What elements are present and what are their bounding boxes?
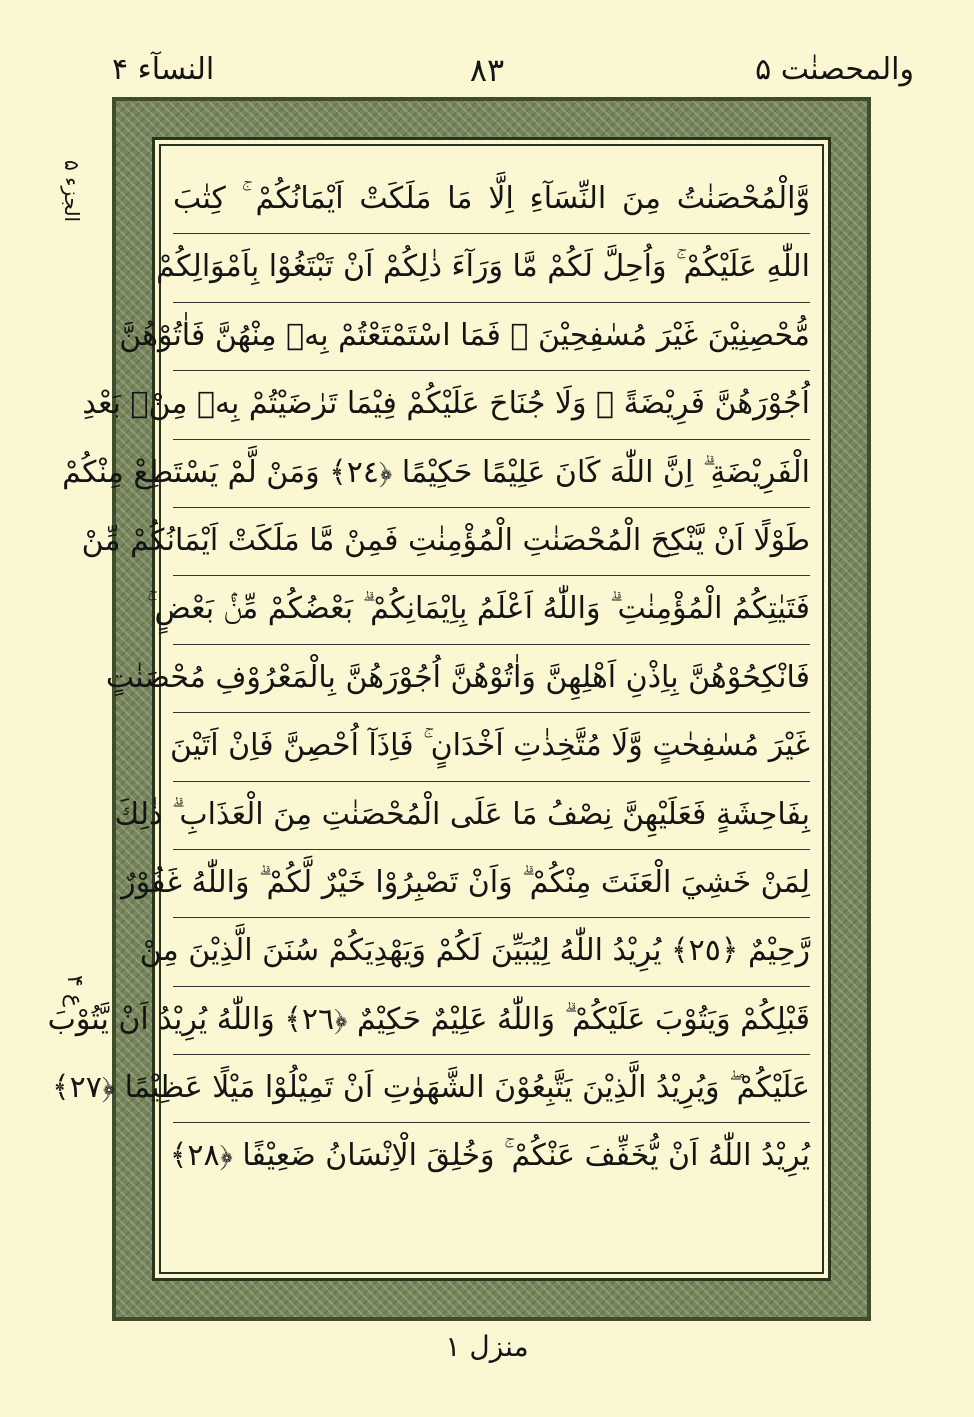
text-line: عَلَيْكُمْ ۖ وَيُرِيْدُ الَّذِيْنَ يَتَّبِعُوْنَ الشَّهَوٰتِ اَنْ تَمِيْلُوْا مَيْلًا عَظِيْمًا ﴿٢٧﴾ bbox=[173, 1055, 810, 1123]
side-juz-marker: الجزء ۵ bbox=[60, 160, 84, 223]
text-line: مُّحْصِنِيْنَ غَيْرَ مُسٰفِحِيْنَ ۗ فَمَا اسْتَمْتَعْتُمْ بِهٖ مِنْهُنَّ فَاٰتُوْهُنَّ bbox=[173, 303, 810, 371]
header-juz-title: والمحصنٰت ۵ bbox=[755, 52, 914, 87]
text-line: طَوْلًا اَنْ يَّنْكِحَ الْمُحْصَنٰتِ الْمُؤْمِنٰتِ فَمِنْ مَّا مَلَكَتْ اَيْمَانُكُمْ مِّنْ bbox=[173, 508, 810, 576]
page-number: ۸۳ bbox=[469, 51, 505, 89]
text-line: قَبْلِكُمْ وَيَتُوْبَ عَلَيْكُمْ ۗ وَاللّٰهُ عَلِيْمٌ حَكِيْمٌ ﴿٢٦﴾ وَاللّٰهُ يُرِيْدُ اَنْ يَّتُوْبَ bbox=[173, 987, 810, 1055]
text-line: فَانْكِحُوْهُنَّ بِاِذْنِ اَهْلِهِنَّ وَاٰتُوْهُنَّ اُجُوْرَهُنَّ بِالْمَعْرُوْفِ مُحْصَنٰتٍ bbox=[173, 645, 810, 713]
text-line: الْفَرِيْضَةِ ۗ اِنَّ اللّٰهَ كَانَ عَلِيْمًا حَكِيْمًا ﴿٢٤﴾ وَمَنْ لَّمْ يَسْتَطِعْ مِنْكُمْ bbox=[173, 440, 810, 508]
text-line: اُجُوْرَهُنَّ فَرِيْضَةً ۗ وَلَا جُنَاحَ عَلَيْكُمْ فِيْمَا تَرٰضَيْتُمْ بِهٖ مِنْۢ بَعْدِ bbox=[173, 371, 810, 439]
text-line: رَّحِيْمٌ ﴿٢٥﴾ يُرِيْدُ اللّٰهُ لِيُبَيِّنَ لَكُمْ وَيَهْدِيَكُمْ سُنَنَ الَّذِيْنَ مِنْ bbox=[173, 918, 810, 986]
header-surah-title: النسآء ۴ bbox=[112, 52, 215, 87]
side-ruku-marker: ع ۴ bbox=[62, 975, 87, 1007]
manzil-footer: منزل ۱ bbox=[445, 1330, 529, 1363]
text-line: غَيْرَ مُسٰفِحٰتٍ وَّلَا مُتَّخِذٰتِ اَخْدَانٍ ۚ فَاِذَآ اُحْصِنَّ فَاِنْ اَتَيْنَ bbox=[173, 713, 810, 781]
text-line: اللّٰهِ عَلَيْكُمْ ۚ وَاُحِلَّ لَكُمْ مَّا وَرَآءَ ذٰلِكُمْ اَنْ تَبْتَغُوْا بِاَمْوَالِكُمْ bbox=[173, 234, 810, 302]
text-line: لِمَنْ خَشِيَ الْعَنَتَ مِنْكُمْ ۗ وَاَنْ تَصْبِرُوْا خَيْرٌ لَّكُمْ ۗ وَاللّٰهُ غَفُوْرٌ bbox=[173, 850, 810, 918]
text-line: بِفَاحِشَةٍ فَعَلَيْهِنَّ نِصْفُ مَا عَلَى الْمُحْصَنٰتِ مِنَ الْعَذَابِ ۗ ذٰلِكَ bbox=[173, 782, 810, 850]
text-line: يُرِيْدُ اللّٰهُ اَنْ يُّخَفِّفَ عَنْكُمْ ۚ وَخُلِقَ الْاِنْسَانُ ضَعِيْفًا ﴿٢٨﴾ bbox=[169, 1138, 810, 1174]
text-line: وَّالْمُحْصَنٰتُ مِنَ النِّسَآءِ اِلَّا مَا مَلَكَتْ اَيْمَانُكُمْ ۚ كِتٰبَ bbox=[173, 166, 810, 234]
text-line: فَتَيٰتِكُمُ الْمُؤْمِنٰتِ ۗ وَاللّٰهُ اَعْلَمُ بِاِيْمَانِكُمْ ۗ بَعْضُكُمْ مِّنْۢ بَعْضٍ ۚ bbox=[173, 576, 810, 644]
